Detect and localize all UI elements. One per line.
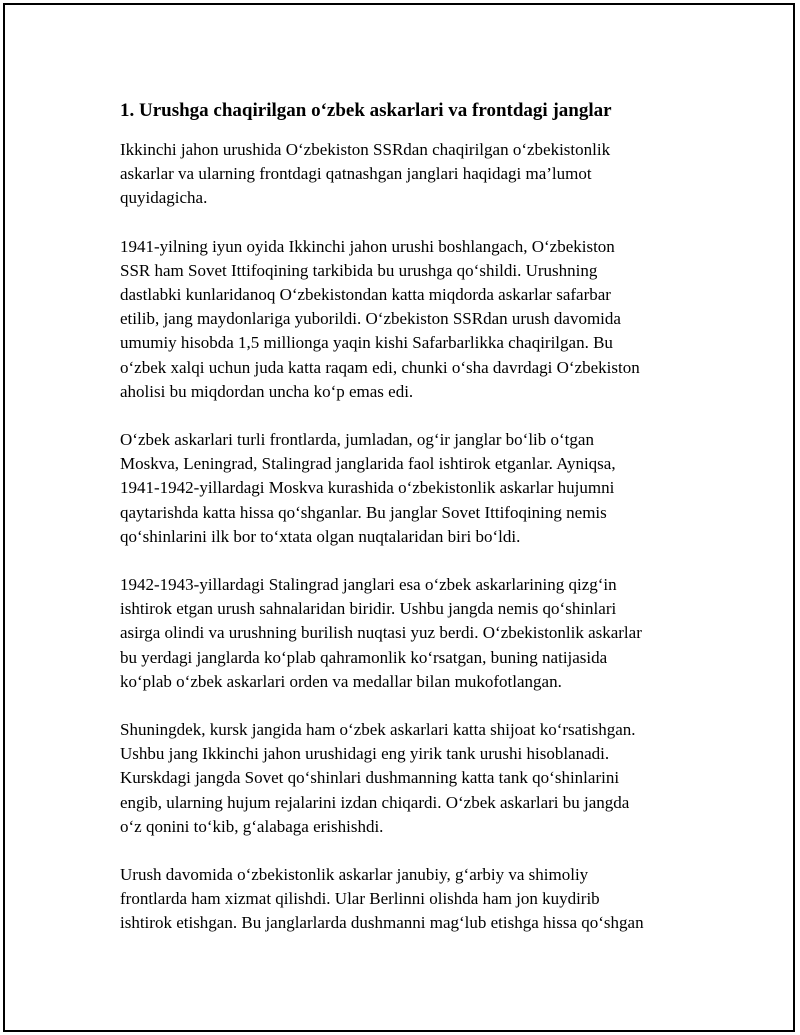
paragraph-intro <box>120 138 705 211</box>
text-line: Ushbu jang Ikkinchi jahon urushidagi eng yirik tank urushi hisoblanadi. <box>120 744 610 764</box>
text-line: etilib, jang maydonlariga yuborildi. O‘zbekiston SSRdan urush davomida <box>120 309 621 329</box>
text-line: ishtirok etishgan. Bu janglarlarda dushmanni mag‘lub etishga hissa qo‘shgan <box>120 913 644 933</box>
text-line: qaytarishda katta hissa qo‘shganlar. Bu janglar Sovet Ittifoqining nemis <box>120 502 607 522</box>
paragraph-stalingrad <box>120 573 705 694</box>
document-body <box>120 98 705 960</box>
text-line: ishtirok etgan urush sahnalaridan biridir. Ushbu jangda nemis qo‘shinlari <box>120 599 617 619</box>
text-line: askarlar va ularning frontdagi qatnashgan janglari haqidagi ma’lumot <box>120 164 592 184</box>
text-line: Kurskdagi jangda Sovet qo‘shinlari dushmanning katta tank qo‘shinlarini <box>120 768 620 788</box>
page-border <box>3 3 795 1032</box>
text-line: o‘z qonini to‘kib, g‘alabaga erishishdi. <box>120 816 384 836</box>
text-line: dastlabki kunlaridanoq O‘zbekistondan katta miqdorda askarlar safarbar <box>120 285 611 305</box>
text-line: bu yerdagi janglarda ko‘plab qahramonlik ko‘rsatgan, buning natijasida <box>120 647 608 667</box>
paragraph-moscow <box>120 428 705 549</box>
text-line: ko‘plab o‘zbek askarlari orden va medallar bilan mukofotlangan. <box>120 671 562 691</box>
text-line: 1941-yilning iyun oyida Ikkinchi jahon urushi boshlangach, O‘zbekiston <box>120 236 615 256</box>
text-line: aholisi bu miqdordan uncha ko‘p emas edi. <box>120 381 414 401</box>
text-line: quyidagicha. <box>120 188 208 208</box>
text-line: 1942-1943-yillardagi Stalingrad janglari esa o‘zbek askarlarining qizg‘in <box>120 575 617 595</box>
section-heading: 1. Urushga chaqirilgan o‘zbek askarlari va frontdagi janglar <box>120 100 612 121</box>
text-line: qo‘shinlarini ilk bor to‘xtata olgan nuqtalaridan biri bo‘ldi. <box>120 526 521 546</box>
text-line: 1941-1942-yillardagi Moskva kurashida o‘zbekistonlik askarlar hujumni <box>120 478 615 498</box>
text-line: Ikkinchi jahon urushida O‘zbekiston SSRdan chaqirilgan o‘zbekistonlik <box>120 140 611 159</box>
text-line: o‘zbek xalqi uchun juda katta raqam edi, chunki o‘sha davrdagi O‘zbekiston <box>120 357 640 377</box>
text-line: Urush davomida o‘zbekistonlik askarlar janubiy, g‘arbiy va shimoliy <box>120 865 589 885</box>
text-line: SSR ham Sovet Ittifoqining tarkibida bu urushga qo‘shildi. Urushning <box>120 260 598 280</box>
text-line: Moskva, Leningrad, Stalingrad janglarida faol ishtirok etganlar. Ayniqsa, <box>120 454 616 474</box>
text-line: engib, ularning hujum rejalarini izdan chiqardi. O‘zbek askarlari bu jangda <box>120 792 630 812</box>
paragraph-mobilization <box>120 235 705 404</box>
text-line: O‘zbek askarlari turli frontlarda, jumladan, og‘ir janglar bo‘lib o‘tgan <box>120 430 594 450</box>
text-line: asirga olindi va urushning burilish nuqtasi yuz berdi. O‘zbekistonlik askarlar <box>120 623 642 643</box>
paragraph-fronts <box>120 863 705 936</box>
text-line: frontlarda ham xizmat qilishdi. Ular Berlinni olishda ham jon kuydirib <box>120 889 600 909</box>
text-line: umumiy hisobda 1,5 millionga yaqin kishi Safarbarlikka chaqirilgan. Bu <box>120 333 613 353</box>
paragraph-kursk <box>120 718 705 839</box>
text-line: Shuningdek, kursk jangida ham o‘zbek askarlari katta shijoat ko‘rsatishgan. <box>120 720 636 740</box>
